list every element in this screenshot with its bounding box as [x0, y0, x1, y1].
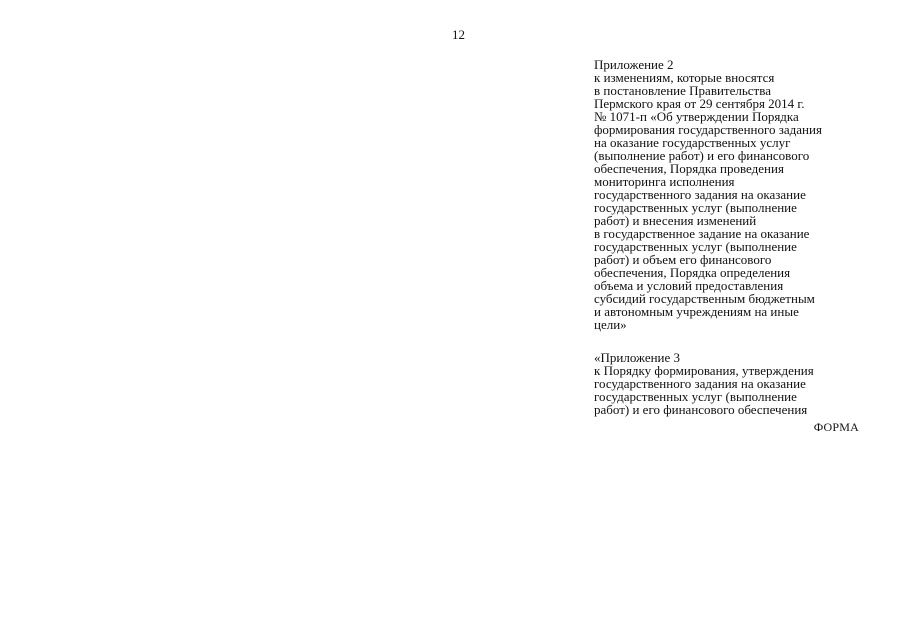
annex-2-line: Пермского края от 29 сентября 2014 г.: [594, 96, 805, 111]
annex-3-header: [594, 351, 864, 416]
annex-2-header: [594, 58, 864, 331]
annex-2-line: работ) и внесения изменений: [594, 213, 757, 228]
annex-2-line: № 1071-п «Об утверждении Порядка: [594, 109, 799, 124]
annex-3-line: к Порядку формирования, утверждения: [594, 363, 814, 378]
annex-2-line: формирования государственного задания: [594, 122, 822, 137]
annex-3-line: «Приложение 3: [594, 350, 681, 365]
annex-2-line: в государственное задание на оказание: [594, 226, 810, 241]
annex-2-line: государственных услуг (выполнение: [594, 200, 797, 215]
annex-3-line: работ) и его финансового обеспечения: [594, 402, 808, 417]
annex-2-line: субсидий государственным бюджетным: [594, 291, 815, 306]
annex-2-line: цели»: [594, 317, 627, 332]
annex-2-line: объема и условий предоставления: [594, 278, 784, 293]
annex-2-line: государственных услуг (выполнение: [594, 239, 797, 254]
annex-2-line: к изменениям, которые вносятся: [594, 70, 775, 85]
form-label: ФОРМА: [813, 420, 859, 434]
annex-2-line: мониторинга исполнения: [594, 174, 735, 189]
annex-3-line: государственного задания на оказание: [594, 376, 806, 391]
annex-2-line: в постановление Правительства: [594, 83, 771, 98]
annex-2-line: (выполнение работ) и его финансового: [594, 148, 810, 163]
annex-2-line: и автономным учреждениям на иные: [594, 304, 799, 319]
annex-2-line: обеспечения, Порядка проведения: [594, 161, 784, 176]
annex-2-line: Приложение 2: [594, 57, 674, 72]
annex-2-line: обеспечения, Порядка определения: [594, 265, 791, 280]
annex-2-line: работ) и объем его финансового: [594, 252, 772, 267]
page-number: 12: [452, 27, 465, 42]
annex-2-line: государственного задания на оказание: [594, 187, 806, 202]
annex-3-line: государственных услуг (выполнение: [594, 389, 797, 404]
annex-2-line: на оказание государственных услуг: [594, 135, 791, 150]
